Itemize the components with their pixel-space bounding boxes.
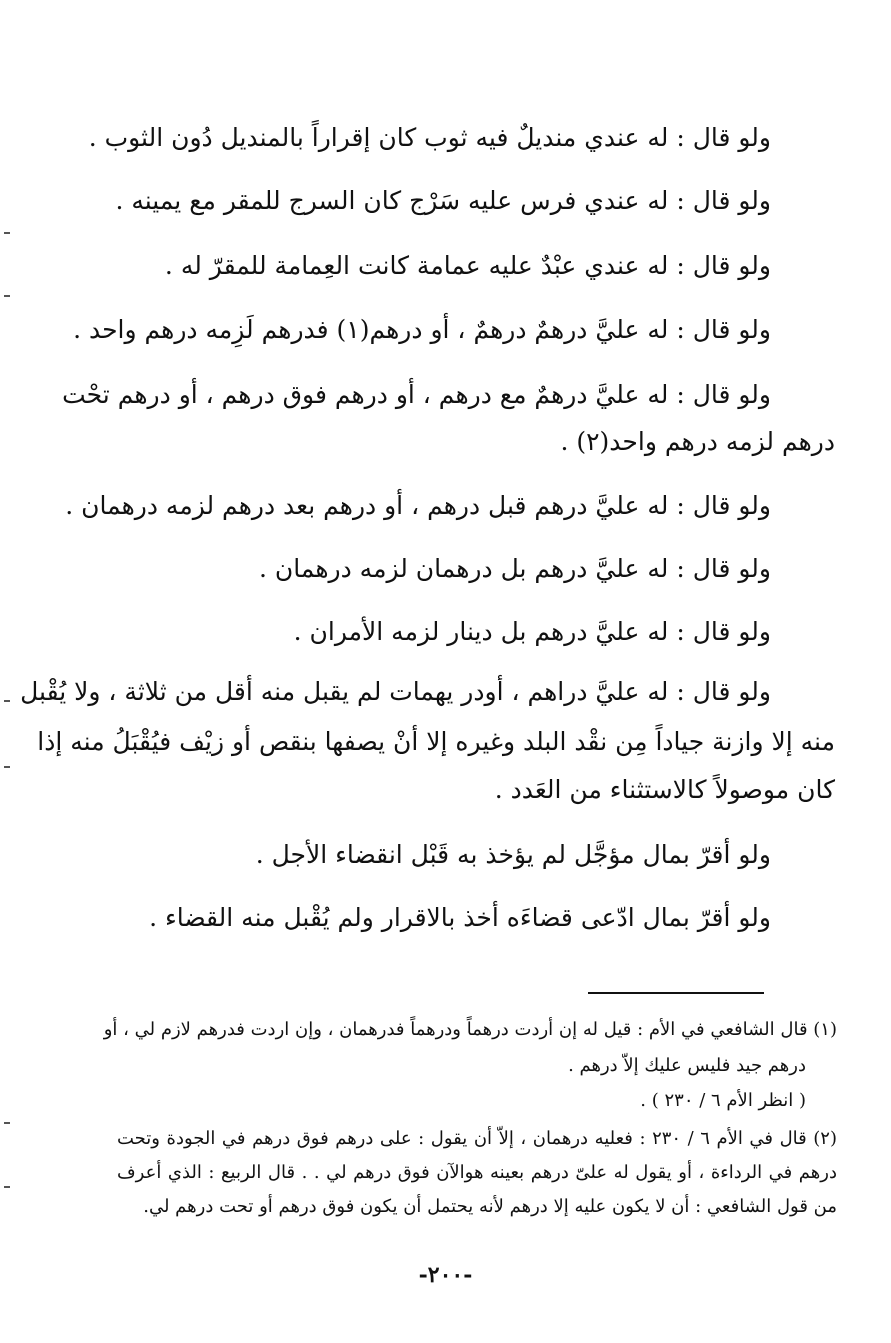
footnote-1-line-1: (١) قال الشافعي في الأم : قيل له إن أردت درهماً ودرهماً فدرهمان ، وإن اردت فدرهم لازم لي ، أو xyxy=(103,1019,837,1040)
body-line-14: ولو أقرّ بمال ادّعى قضاءَه أخذ بالاقرار ولم يُقْبل منه القضاء . xyxy=(149,903,771,932)
body-line-9: ولو قال : له عليَّ درهم بل دينار لزمه الأمران . xyxy=(293,617,771,646)
body-line-1: ولو قال : له عندي منديلٌ فيه ثوب كان إقراراً بالمنديل دُون الثوب . xyxy=(88,123,771,152)
body-line-10: ولو قال : له عليَّ دراهم ، أودر يهمات لم يقبل منه أقل من ثلاثة ، ولا يُقْبل xyxy=(20,677,771,706)
body-line-6: درهم لزمه درهم واحد(٢) . xyxy=(560,427,835,456)
scan-edge-mark xyxy=(4,766,10,768)
scan-edge-mark xyxy=(4,700,10,702)
body-line-8: ولو قال : له عليَّ درهم بل درهمان لزمه درهمان . xyxy=(259,554,771,583)
scan-edge-mark xyxy=(4,295,10,297)
scan-edge-mark xyxy=(4,232,10,234)
page-number: -٢٠٠- xyxy=(418,1262,473,1288)
footnote-2-line-1: (٢) قال في الأم ٦ / ٢٣٠ : فعليه درهمان ، إلاّ أن يقول : على درهم فوق درهم في الجودة وتحت xyxy=(117,1128,837,1149)
footnote-1-line-3: ( انظر الأم ٦ / ٢٣٠ ) . xyxy=(640,1090,806,1111)
footnote-separator xyxy=(588,992,764,994)
body-line-12: كان موصولاً كالاستثناء من العَدد . xyxy=(494,775,835,804)
body-line-2: ولو قال : له عندي فرس عليه سَرْج كان السرج للمقر مع يمينه . xyxy=(115,186,771,215)
body-line-5: ولو قال : له عليَّ درهمٌ مع درهم ، أو درهم فوق درهم ، أو درهم تحْت xyxy=(62,380,771,409)
footnote-2-line-2: درهم في الرداءة ، أو يقول له علىّ درهم بعينه هوالآن فوق درهم لي . . قال الربيع : الذي أعرف xyxy=(117,1162,837,1183)
body-line-4: ولو قال : له عليَّ درهمٌ درهمٌ ، أو درهم(١) فدرهم لَزِمه درهم واحد . xyxy=(73,315,771,344)
body-line-3: ولو قال : له عندي عبْدٌ عليه عمامة كانت العِمامة للمقرّ له . xyxy=(164,251,771,280)
footnote-2-line-3: من قول الشافعي : أن لا يكون عليه إلا درهم لأنه يحتمل أن يكون فوق درهم أو تحت درهم لي. xyxy=(143,1196,837,1217)
scan-edge-mark xyxy=(4,1122,10,1124)
body-line-11: منه إلا وازنة جياداً مِن نقْد البلد وغيره إلا أنْ يصفها بنقص أو زيْف فيُقْبَلُ منه إذا xyxy=(37,727,835,756)
footnote-1-line-2: درهم جيد فليس عليك إلاّ درهم . xyxy=(568,1055,806,1076)
scan-edge-mark xyxy=(4,1186,10,1188)
body-line-13: ولو أقرّ بمال مؤجَّل لم يؤخذ به قَبْل انقضاء الأجل . xyxy=(255,840,771,869)
body-line-7: ولو قال : له عليَّ درهم قبل درهم ، أو درهم بعد درهم لزمه درهمان . xyxy=(65,491,771,520)
